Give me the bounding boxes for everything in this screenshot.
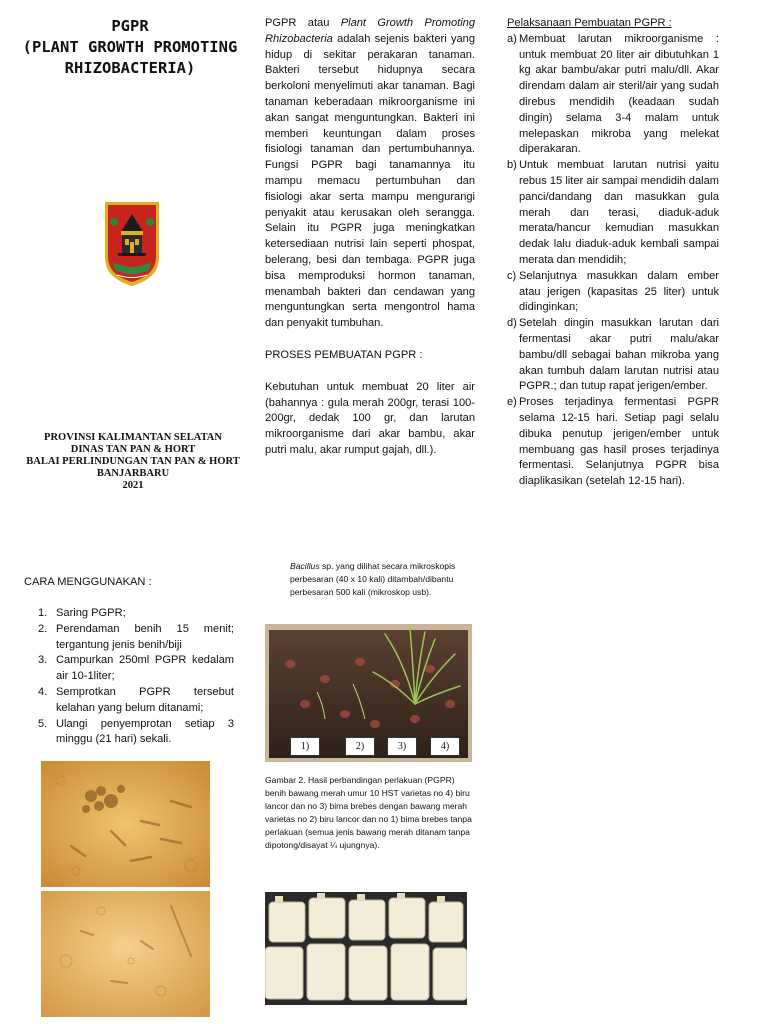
- microscope-photo-1: [41, 761, 210, 887]
- steps-section: [507, 16, 719, 490]
- microscope-caption: [290, 560, 465, 599]
- microscope-caption-rest: sp. yang dilihat secara mikroskopis perbesaran (40 x 10 kali) ditambah/dibantu perbesaran 500 kali (mikroskop usb).: [290, 561, 456, 597]
- south-kalimantan-emblem-icon: [103, 200, 161, 288]
- intro-rest: adalah sejenis bakteri yang hidup di sekitar perakaran tanaman. Bakteri tersebut hidupnya secara berkoloni menyelimuti akar tanaman. Bagi tanaman keberadaan mikroorganisme ini akan sangat menguntungkan. Bakteri ini memberi keuntungan dalam proses fisiologi tanaman dan pertumbuhannya. Fungsi PGPR bagi tanamannya itu mampu memacu pertumbuhan dan fisiologi akar serta mampu mengurangi penyakit atau kerusakan oleh serangga. Selain itu PGPR juga meningkatkan ketersediaan nutrisi lain seperti phospat, belerang, besi dan tembaga. PGPR juga bisa memproduksi hormon tanaman, menambah bakteri dan cendawan yang menguntungkan serta mengontrol hama dan penyakit tumbuhan.: [265, 32, 475, 330]
- usage-heading: CARA MENGGUNAKAN :: [24, 576, 152, 588]
- institution-line-4: BANJARBARU: [96, 468, 170, 479]
- usage-section: [38, 606, 234, 748]
- title-line-1: PGPR: [111, 17, 149, 35]
- institution-block: [18, 432, 248, 492]
- plant-label-4: 4): [430, 737, 460, 756]
- list-item: b) Untuk membuat larutan nutrisi yaitu rebus 15 liter air sampai mendidih dalam panci/dandang dan masukkan gula merah dan terasi, diaduk-aduk merata/hancur kemudian masukkan dedak lalu diaduk-aduk kembali sampai merata dan mendidih;: [507, 159, 719, 266]
- list-item: 5. Ulangi penyemprotan setiap 3 minggu (21 hari) sekali.: [38, 717, 234, 746]
- list-item: 3. Campurkan 250ml PGPR kedalam air 10-1liter;: [38, 654, 234, 683]
- institution-line-3: BALAI PERLINDUNGAN TAN PAN & HORT: [26, 456, 240, 467]
- institution-year: 2021: [122, 480, 144, 491]
- jerrycans-photo: [265, 892, 467, 1005]
- plant-label-1: 1): [290, 737, 320, 756]
- intro-italic: Plant Growth Promoting Rhizobacteria: [265, 17, 475, 45]
- intro-section: [265, 16, 475, 459]
- list-item: 4. Semprotkan PGPR tersebut kelahan yang belum ditanami;: [38, 685, 234, 714]
- list-item: 1. Saring PGPR;: [38, 607, 126, 619]
- plant-label-3: 3): [387, 737, 417, 756]
- intro-paragraph: [265, 16, 475, 332]
- institution-line-2: DINAS TAN PAN & HORT: [70, 444, 196, 455]
- list-item: 2. Perendaman benih 15 menit; tergantung jenis benih/biji: [38, 622, 234, 651]
- title-line-2: (PLANT GROWTH PROMOTING: [22, 38, 238, 56]
- process-heading: PROSES PEMBUATAN PGPR :: [265, 348, 423, 361]
- plant-label-2: 2): [345, 737, 375, 756]
- list-item: a) Membuat larutan mikroorganisme : untuk membuat 20 liter air dibutuhkan 1 kg akar bambu/akar putri malu/dll. Akar direndam dalam air steril/air yang sudah direbus mendidih (keadaan sudah dingin) selama 3-4 malam untuk melepaskan mikroba yang melekat diperakaran.: [507, 32, 719, 156]
- steps-heading: Pelaksanaan Pembuatan PGPR :: [507, 17, 672, 29]
- figure2-caption: Gambar 2. Hasil perbandingan perlakuan (PGPR) benih bawang merah umur 10 HST varietas no 4) biru lancor dan no 3) bima brebes dengan bawang merah varietas no 2) biru lancor dan no 1) bima brebes tanpa perlakuan (semua jenis bawang merah ditanam tanpa dipotong/disayat ¼ ujungnya).: [265, 775, 472, 850]
- list-item: d) Setelah dingin masukkan larutan dari fermentasi akar putri malu/akar bambu/dll sebagai bahan mikroba yang akan tumbuh dalam larutan nutrisi atau PGPR.; dan tutup rapat jerigen/ember.: [507, 317, 719, 393]
- title-line-3: RHIZOBACTERIA): [64, 59, 196, 77]
- usage-list: [38, 606, 234, 748]
- institution-line-1: PROVINSI KALIMANTAN SELATAN: [44, 432, 222, 443]
- steps-list: [507, 32, 719, 490]
- list-item: c) Selanjutnya masukkan dalam ember atau jerigen (kapasitas 25 liter) untuk didinginkan;: [507, 269, 719, 314]
- intro-lead: PGPR atau: [265, 17, 341, 29]
- brochure-title: [20, 16, 240, 79]
- list-item: e) Proses terjadinya fermentasi PGPR selama 12-15 hari. Setiap pagi selalu dibuka penutup jerigen/ember untuk membuang gas hasil proses terjadinya fermentasi. Selanjutnya PGPR bisa diaplikasikan (setelah 12-15 hari).: [507, 396, 719, 488]
- process-needs: Kebutuhan untuk membuat 20 liter air (bahannya : gula merah 200gr, terasi 100-200gr, dedak 100 gr, dan larutan mikroorganisme dari akar bambu, akar putri malu, akar rumput gajah, dll.).: [265, 380, 475, 456]
- microscope-photo-2: [41, 891, 210, 1017]
- microscope-caption-italic: Bacillus: [290, 561, 320, 571]
